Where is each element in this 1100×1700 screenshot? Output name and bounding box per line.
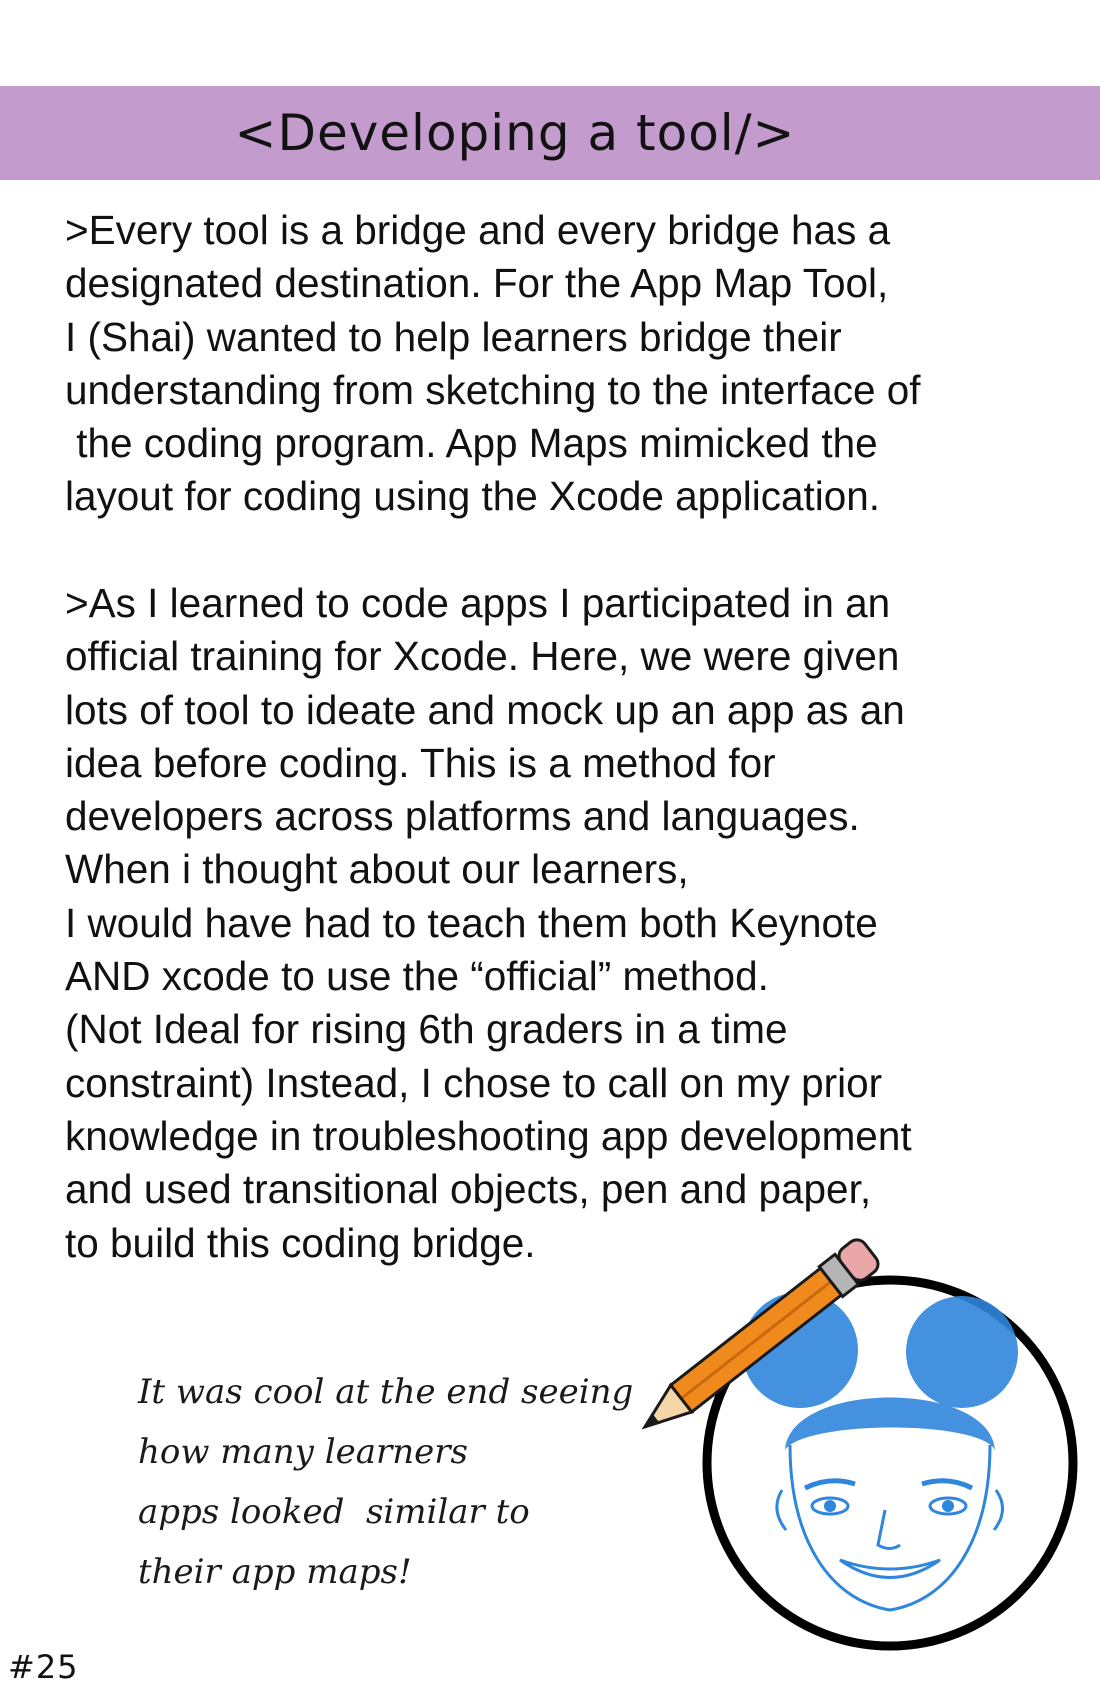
quote-line: It was cool at the end seeing <box>138 1372 634 1412</box>
paragraph-2-line: I would have had to teach them both Keynote <box>65 899 878 946</box>
paragraph-2-line: lots of tool to ideate and mock up an app as an <box>65 686 905 733</box>
paragraph-2-line: and used transitional objects, pen and paper, <box>65 1166 872 1213</box>
paragraph-1-line: >Every tool is a bridge and every bridge has a <box>65 207 891 253</box>
paragraph-2-line: idea before coding. This is a method for <box>65 739 776 786</box>
page-number: #25 <box>8 1648 79 1686</box>
paragraph-2-line: to build this coding bridge. <box>65 1219 536 1266</box>
pencil-icon <box>600 1230 920 1445</box>
paragraph-1-line: layout for coding using the Xcode application. <box>65 473 881 520</box>
paragraph-2-line: knowledge in troubleshooting app development <box>65 1112 912 1159</box>
paragraph-2-line: developers across platforms and languages. <box>65 793 860 840</box>
paragraph-1-line: understanding from sketching to the interface of <box>65 366 921 413</box>
paragraph-1-line: designated destination. For the App Map Tool, <box>65 260 889 307</box>
quote-line: how many learners <box>138 1432 468 1472</box>
title-banner <box>0 86 1100 180</box>
paragraph-2-line: AND xcode to use the “official” method. <box>65 953 769 1000</box>
page-title: <Developing a tool/> <box>234 104 796 162</box>
paragraph-2-line: When i thought about our learners, <box>65 846 689 893</box>
paragraph-1-line: the coding program. App Maps mimicked the <box>65 420 878 467</box>
paragraph-2-line: official training for Xcode. Here, we were given <box>65 633 900 680</box>
paragraph-2-line: (Not Ideal for rising 6th graders in a time <box>65 1006 788 1053</box>
quote-line: apps looked similar to <box>138 1492 530 1532</box>
quote-line: their app maps! <box>138 1552 412 1592</box>
paragraph-2-line: >As I learned to code apps I participated in an <box>65 580 891 626</box>
paragraph-2-line: constraint) Instead, I chose to call on my prior <box>65 1059 883 1106</box>
paragraph-1-line: I (Shai) wanted to help learners bridge their <box>65 313 842 360</box>
paragraph-1 <box>65 204 1065 524</box>
paragraph-2 <box>65 577 1065 1270</box>
